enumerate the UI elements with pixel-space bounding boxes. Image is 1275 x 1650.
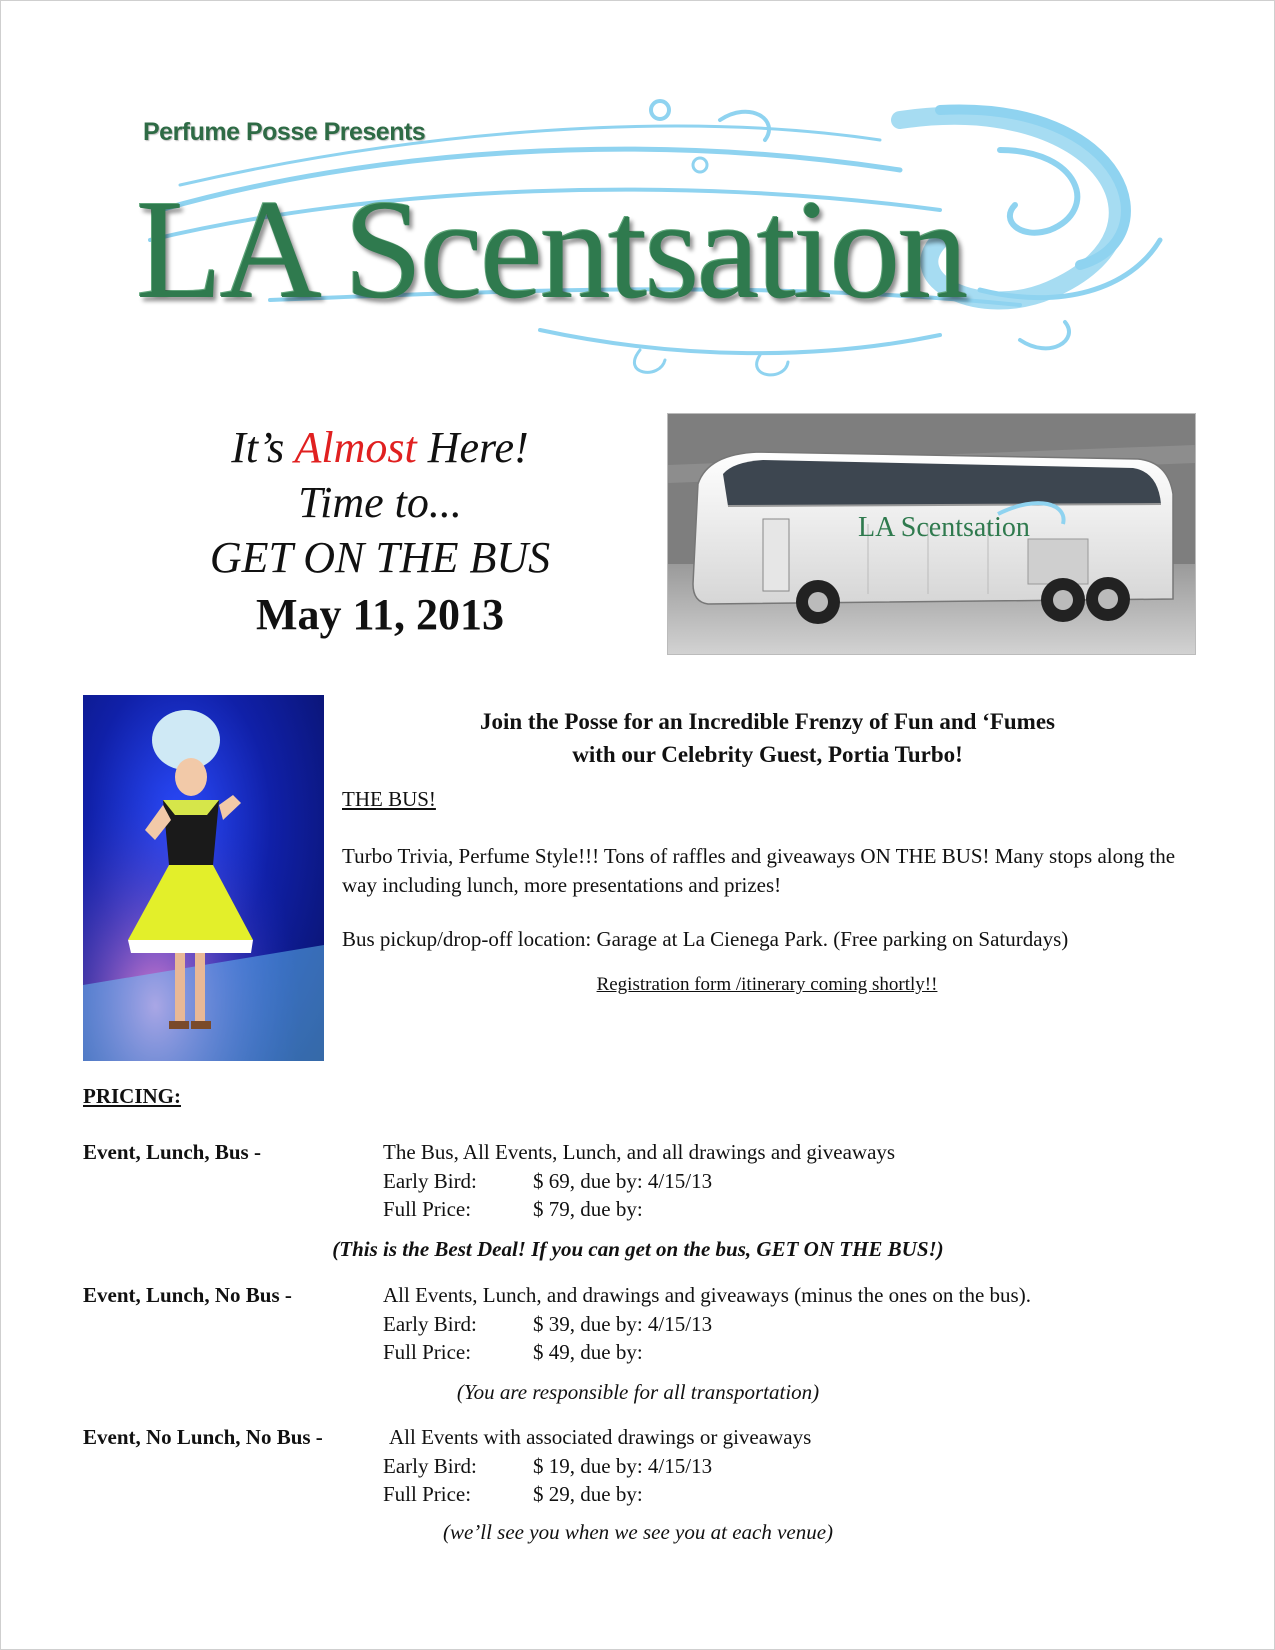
performer-illustration — [83, 695, 324, 1061]
tier-description: The Bus, All Events, Lunch, and all drawings and giveaways — [383, 1140, 896, 1164]
bus-photo — [667, 413, 1196, 655]
intro-line-1: Join the Posse for an Incredible Frenzy of Fun and ‘Fumes — [479, 709, 1055, 734]
full-price-row — [383, 1197, 643, 1222]
early-bird-row — [383, 1454, 712, 1479]
headline-emphasis: Almost — [294, 423, 417, 472]
tier-note: (we’ll see you when we see you at each venue) — [442, 1520, 834, 1544]
early-bird-value: $ 69, due by: 4/15/13 — [533, 1169, 713, 1193]
intro — [345, 705, 1190, 771]
tier-description: All Events, Lunch, and drawings and giveaways (minus the ones on the bus). — [383, 1283, 1031, 1307]
full-price-row — [383, 1340, 643, 1365]
full-price-value: $ 79, due by: — [533, 1197, 643, 1221]
tier-label: Event, No Lunch, No Bus - — [83, 1425, 323, 1449]
early-bird-row — [383, 1169, 712, 1194]
early-bird-label: Early Bird: — [383, 1169, 477, 1193]
bus-logo-text: LA Scentsation — [858, 512, 1030, 543]
the-bus-paragraph-1: Turbo Trivia, Perfume Style!!! Tons of raffles and giveaways ON THE BUS! Many stops along the way including lunch, more presentations and prizes! — [342, 844, 1176, 897]
early-bird-label: Early Bird: — [383, 1454, 477, 1478]
headline-line-1 — [130, 420, 630, 475]
full-price-row — [383, 1482, 643, 1507]
tier-label: Event, Lunch, No Bus - — [83, 1283, 292, 1307]
full-price-value: $ 49, due by: — [533, 1340, 643, 1364]
the-bus-paragraph-2: Bus pickup/drop-off location: Garage at La Cienega Park. (Free parking on Saturdays) — [342, 927, 1069, 951]
presents-label: Perfume Posse Presents — [143, 118, 426, 146]
the-bus-heading: THE BUS! — [342, 787, 436, 811]
tier-label: Event, Lunch, Bus - — [83, 1140, 261, 1164]
registration-notice: Registration form /itinerary coming shortly!! — [596, 974, 938, 995]
headline-line-2: Time to... — [298, 478, 462, 527]
pricing-heading: PRICING: — [83, 1084, 181, 1108]
performer-photo — [83, 695, 324, 1061]
event-date: May 11, 2013 — [255, 590, 505, 639]
tier-description: All Events with associated drawings or giveaways — [389, 1425, 812, 1449]
headline — [130, 420, 630, 645]
early-bird-row — [383, 1312, 712, 1337]
full-price-label: Full Price: — [383, 1197, 472, 1221]
tier-note: (This is the Best Deal! If you can get on the bus, GET ON THE BUS!) — [332, 1237, 944, 1261]
full-price-label: Full Price: — [383, 1482, 472, 1506]
early-bird-label: Early Bird: — [383, 1312, 477, 1336]
early-bird-value: $ 19, due by: 4/15/13 — [533, 1454, 713, 1478]
headline-post: Here! — [427, 423, 529, 472]
intro-line-2: with our Celebrity Guest, Portia Turbo! — [572, 742, 963, 767]
tier-note: (You are responsible for all transportation) — [456, 1380, 820, 1404]
early-bird-value: $ 39, due by: 4/15/13 — [533, 1312, 713, 1336]
headline-pre: It’s — [231, 423, 285, 472]
full-price-value: $ 29, due by: — [533, 1482, 643, 1506]
full-price-label: Full Price: — [383, 1340, 472, 1364]
bus-illustration — [668, 414, 1195, 654]
event-title: LA Scentsation — [136, 170, 966, 328]
headline-line-3: GET ON THE BUS — [209, 533, 551, 582]
